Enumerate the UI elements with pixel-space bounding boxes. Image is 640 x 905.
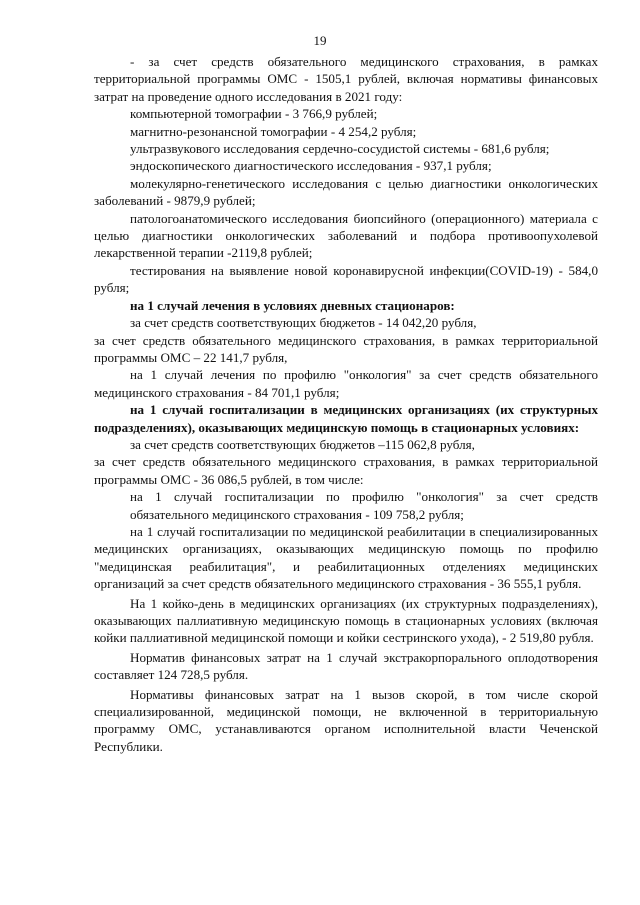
ivf-norm: Норматив финансовых затрат на 1 случай экстракорпорального оплодотворения составляет 124 728,5 рубля. <box>94 649 598 683</box>
hospitalization-oms: за счет средств обязательного медицинского страхования, в рамках территориальной программы ОМС - 36 086,5 рублей, в том числе: <box>94 454 598 487</box>
day-hospital-oncology: на 1 случай лечения по профилю "онкология" за счет средств обязательного медицинского страхования - 84 701,1 рубля; <box>94 367 598 400</box>
paragraph-oms-diagnostics-intro: - за счет средств обязательного медицинского страхования, в рамках территориальной программы ОМС - 1505,1 рублей, включая нормативы финансовых затрат на проведение одного исследования в 2021 году: <box>94 54 598 104</box>
item-pathology: патологоанатомического исследования биопсийного (операционного) материала с целью диагностики онкологических заболеваний и подбора противоопухолевой лекарственной терапии -2119,8 рублей; <box>94 210 598 261</box>
hospitalization-rehabilitation: на 1 случай госпитализации по медицинской реабилитации в специализированных медицинских организациях, оказывающих медицинскую помощь по профилю "медицинская реабилитация", и реабилитационных отделениях медицинских организаций за счет средств обязательного медицинского страхования - 36 555,1 рубля. <box>94 523 598 592</box>
item-ct: компьютерной томографии - 3 766,9 рублей; <box>130 106 378 122</box>
item-endoscopy: эндоскопического диагностического исследования - 937,1 рубля; <box>130 158 492 174</box>
page-number: 19 <box>313 33 327 48</box>
item-mri: магнитно-резонансной томографии - 4 254,2 рубля; <box>130 123 417 139</box>
hospitalization-oncology: на 1 случай госпитализации по профилю "онкология" за счет средств обязательного медицинского страхования - 109 758,2 рубля; <box>130 489 598 522</box>
item-covid-test: тестирования на выявление новой коронавирусной инфекции(COVID-19) - 584,0 рубля; <box>94 262 598 296</box>
heading-day-hospital: на 1 случай лечения в условиях дневных стационаров: <box>130 297 455 313</box>
day-hospital-budget: за счет средств соответствующих бюджетов - 14 042,20 рубля, <box>130 315 477 331</box>
day-hospital-oms: за счет средств обязательного медицинского страхования, в рамках территориальной программы ОМС – 22 141,7 рубля, <box>94 332 598 365</box>
hospitalization-budget: за счет средств соответствующих бюджетов –115 062,8 рубля, <box>130 436 475 452</box>
document-body <box>94 53 598 755</box>
item-molecular-genetic: молекулярно-генетического исследования с целью диагностики онкологических заболеваний - 9879,9 рублей; <box>94 175 598 209</box>
item-ultrasound: ультразвукового исследования сердечно-сосудистой системы - 681,6 рубля; <box>130 141 550 157</box>
heading-hospitalization: на 1 случай госпитализации в медицинских организациях (их структурных подразделениях), оказывающих медицинскую помощь в стационарных условиях: <box>94 402 598 435</box>
palliative-bed-day: На 1 койко-день в медицинских организациях (их структурных подразделениях), оказывающих паллиативную медицинскую помощь в стационарных условиях (включая койки паллиативной медицинской помощи и койки сестринского ухода), - 2 519,80 рубля. <box>94 595 598 646</box>
ambulance-norms: Нормативы финансовых затрат на 1 вызов скорой, в том числе скорой специализированной, медицинской помощи, не включенной в территориальную программу ОМС, устанавливаются органом исполнительной власти Чеченской Республики. <box>94 686 598 754</box>
